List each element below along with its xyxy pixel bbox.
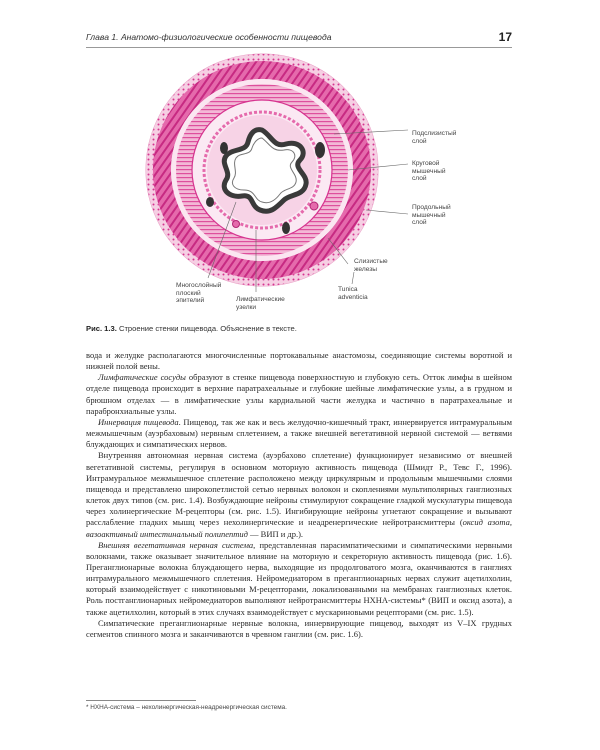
mucous-gland xyxy=(315,142,325,158)
label-epithelium: Многослойный плоский эпителий xyxy=(176,282,222,305)
paragraph-text: . Пищевод, так же как и весь желудочно-кишечный тракт, иннервируется интрамуральным межмышечным (ауэрбаховым) нервным сплетением, а также внешней вегетативной нервной системой — ветвями блуждающих и симпатических нервов. xyxy=(86,416,512,450)
chapter-title: Глава 1. Анатомо-физиологические особенности пищевода xyxy=(86,32,332,42)
paragraph-text: образуют в стенке пищевода поверхностную и глубокую сеть. Отток лимфы в шейном отделе пищевода происходит в верхние паратрахеальные и глубокие шейные лимфатические узлы, а в грудном и брюшном отделах — в лимфатические узлы кардиальной части желудка и частично в паратрахеальные и парабронхиальные узлы. xyxy=(86,372,512,416)
paragraph xyxy=(86,372,512,417)
label-lymph-nodes: Лимфатические узелки xyxy=(236,296,285,311)
footnote: * НХНА-система – нехолинергическая-неадренергическая система. xyxy=(86,704,287,711)
caption-label: Рис. 1.3. xyxy=(86,324,117,333)
paragraph-term: Лимфатические сосуды xyxy=(98,372,186,383)
paragraph xyxy=(86,618,512,640)
paragraph-term: Внешняя вегетативная нервная система xyxy=(98,539,254,550)
mucous-gland xyxy=(220,142,228,154)
paragraph-term: оксид азота, вазоактивный интестинальный полипептид xyxy=(86,517,512,539)
paragraph xyxy=(86,540,512,618)
paragraph xyxy=(86,417,512,450)
running-header xyxy=(86,30,512,48)
label-adventitia: Tunica adventicia xyxy=(338,286,368,301)
paragraph-text: Симпатические преганглионарные нервные волокна, иннервирующие пищевод, выходят из V–IX грудных сегментов спинного мозга и заканчиваются в чревном ганглии (см. рис. 1.6). xyxy=(86,617,512,639)
paragraph xyxy=(86,350,512,372)
figure-caption xyxy=(86,324,512,333)
footnote-divider xyxy=(86,700,196,701)
label-longitudinal-muscle: Продольный мышечный слой xyxy=(412,204,451,227)
lymph-node xyxy=(233,221,240,228)
caption-text: Строение стенки пищевода. Объяснение в тексте. xyxy=(118,324,297,333)
paragraph-text: вода и желудке располагаются многочисленные портокавальные анастомозы, соединяющие системы воротной и нижней полой вены. xyxy=(86,350,512,372)
page-number: 17 xyxy=(498,30,512,44)
paragraph-text: — ВИП и др.). xyxy=(247,528,304,539)
figure-esophagus-wall xyxy=(86,52,512,320)
lymph-node xyxy=(310,202,318,210)
esophagus-cross-section-illustration xyxy=(86,52,512,320)
label-submucosa: Подслизистый слой xyxy=(412,130,457,145)
paragraph-text: Внутренняя автономная нервная система (ауэрбахово сплетение) функционирует независимо от внешней вегетативной системы, регулируя в основном моторную активность пищевода (Шмидт Р., Тевс Г., 1996). Интрамуральное межмышечное сплетение расположено между циркулярным и продольным мышечными слоями пищевода и представлено широкопетлистой сетью нервных волокон и скоплениями мультиполярных ганглиозных клеток двух типов (см. рис. 1.4). Возбуждающие нейроны стимулируют сокращение гладкой мускулатуры пищевода через холинергические М-рецепторы (см. рис. 1.5). Ингибирующие нейроны угнетают сокращение и вызывают расслабление гладких мышц через нехолинергические и неадренергические нейротрансмиттеры ( xyxy=(86,450,512,528)
mucous-gland xyxy=(206,197,214,207)
label-mucous-glands: Слизистые железы xyxy=(354,258,388,273)
paragraph-text: , представленная парасимпатическими и симпатическими нервными волокнами, также оказывает значительное влияние на моторную и секреторную активность пищевода (рис. 1.6). Преганглионарные волокна блуждающего нерва, выходящие из продолговатого мозга, оканчиваются в ганглиях интрамурального межмышечного сплетения. Нейромедиатором в преганглионарных нервах служит ацетилхолин, который взаимодействует с никотиновыми М-рецепторами, локализованными на мембранах ганглиозных клеток. Роль постганглионарных нейромедиаторов выполняют нейротрансмиттеры НХНА-системы* (ВИП и оксид азота), а также ацетилхолин, который в этих случаях взаимодействует с мускариновыми рецепторами (см. рис. 1.5). xyxy=(86,539,512,617)
label-circular-muscle: Круговой мышечный слой xyxy=(412,160,446,183)
mucous-gland xyxy=(282,222,290,234)
paragraph-term: Иннервация пищевода xyxy=(98,416,179,427)
paragraph xyxy=(86,450,512,539)
body-text xyxy=(86,350,512,640)
